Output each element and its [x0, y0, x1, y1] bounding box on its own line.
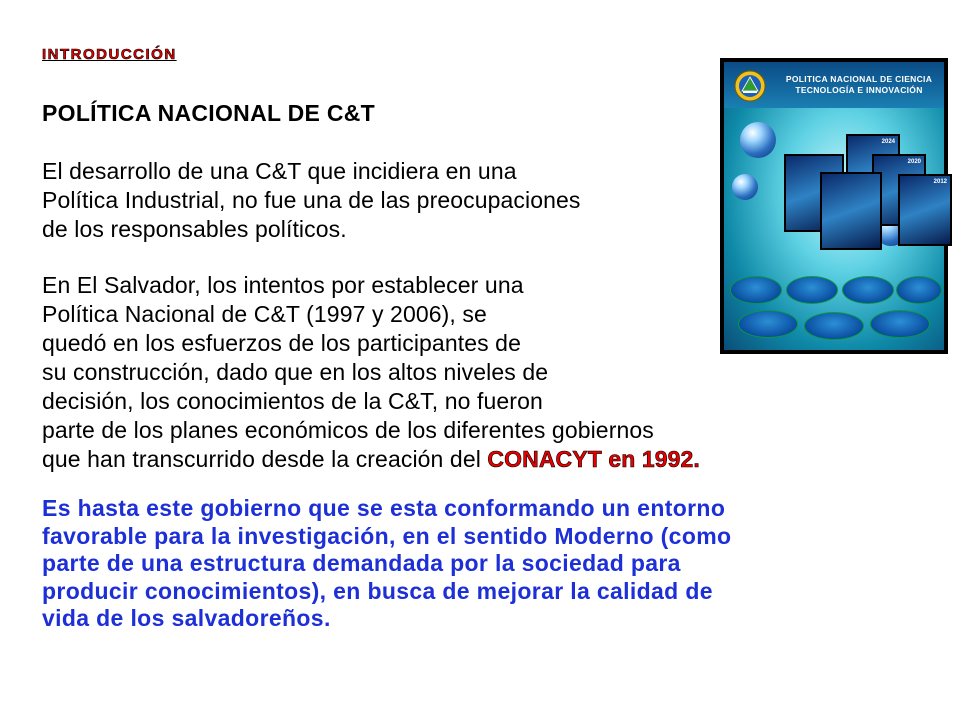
paragraph-2-line: En El Salvador, los intentos por establecer una — [42, 272, 524, 298]
paragraph-2-line: su construcción, dado que en los altos niveles de — [42, 359, 549, 385]
paragraph-2-line: Política Nacional de C&T (1997 y 2006), se — [42, 301, 487, 327]
paragraph-2-line: quedó en los esfuerzos de los participantes de — [42, 330, 521, 356]
paragraph-1-line: Política Industrial, no fue una de las preocupaciones — [42, 187, 581, 213]
conacyt-highlight: CONACYT en 1992. — [487, 446, 700, 472]
cover-artwork — [724, 62, 947, 350]
coat-of-arms-icon — [734, 68, 766, 104]
paragraph-3-line: vida de los salvadoreños. — [42, 605, 331, 631]
paragraph-3-line: Es hasta este gobierno que se esta conformando un entorno — [42, 495, 726, 521]
policy-cover-image — [720, 58, 948, 354]
cover-title-line: TECNOLOGÍA E INNOVACIÓN — [795, 85, 923, 95]
cover-title — [774, 74, 944, 96]
year-card: 2024 — [846, 134, 900, 206]
paragraph-1-line: El desarrollo de una C&T que incidiera en una — [42, 158, 517, 184]
cover-header — [724, 62, 944, 108]
theme-pill — [738, 310, 798, 338]
theme-pill — [842, 276, 894, 304]
theme-pill — [730, 276, 782, 304]
globe-graphic — [732, 174, 758, 200]
year-card: 2020 — [872, 154, 926, 226]
paragraph-2-line: decisión, los conocimientos de la C&T, no fueron — [42, 388, 543, 414]
paragraph-3-line: parte de una estructura demandada por la sociedad para — [42, 550, 681, 576]
theme-pill — [786, 276, 838, 304]
theme-pill — [870, 310, 930, 338]
paragraph-2-prefix: que han transcurrido desde la creación del — [42, 446, 488, 472]
paragraph-1-line: de los responsables políticos. — [42, 216, 347, 242]
globe-graphic — [740, 122, 776, 158]
paragraph-3-line: producir conocimientos), en busca de mejorar la calidad de — [42, 577, 713, 604]
paragraph-1 — [42, 157, 580, 244]
section-tag: INTRODUCCIÓN — [42, 46, 177, 63]
theme-pill — [896, 276, 942, 304]
year-card: 2012 — [898, 174, 952, 246]
paragraph-2 — [42, 271, 700, 474]
paragraph-2-last-line — [42, 445, 700, 474]
paragraph-2-line: parte de los planes económicos de los diferentes gobiernos — [42, 417, 654, 443]
paragraph-3 — [42, 495, 731, 633]
cover-title-line: POLITICA NACIONAL DE CIENCIA — [785, 74, 933, 84]
photo-card — [820, 172, 882, 250]
slide-title: POLÍTICA NACIONAL DE C&T — [42, 100, 376, 126]
theme-pill — [804, 312, 864, 340]
paragraph-3-line: favorable para la investigación, en el sentido Moderno (como — [42, 522, 732, 549]
